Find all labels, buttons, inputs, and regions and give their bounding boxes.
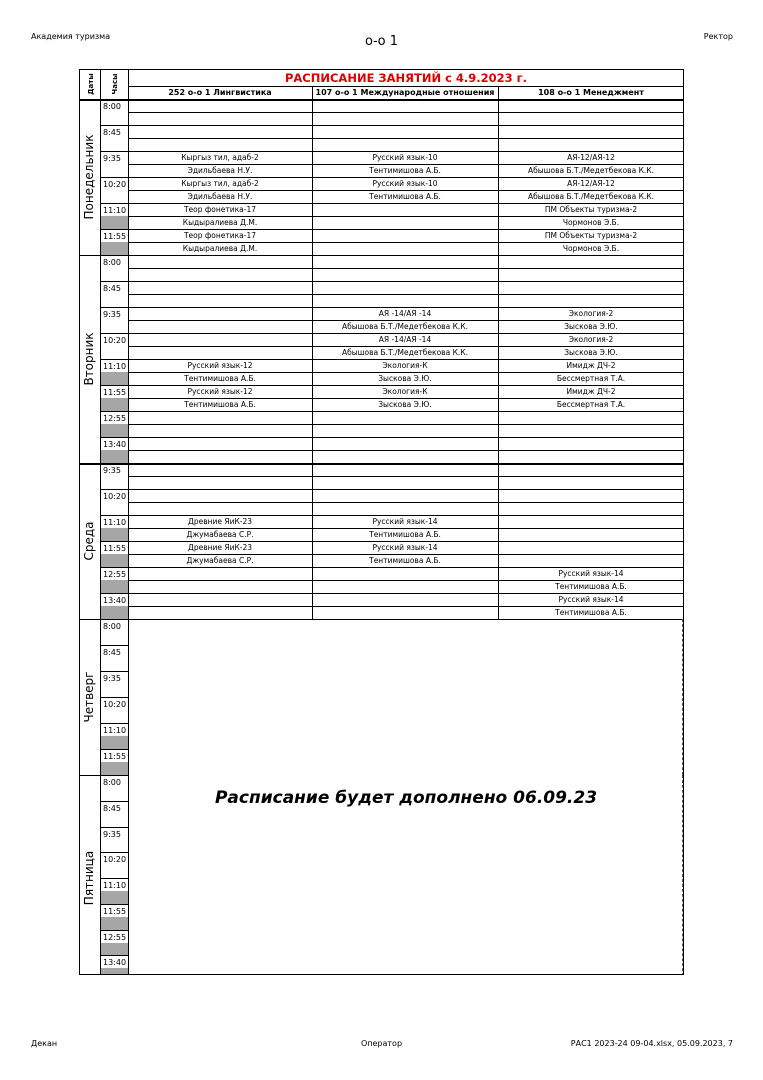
time-shade	[101, 891, 128, 904]
footer-center: Оператор	[360, 1039, 403, 1048]
time-shade	[101, 242, 128, 255]
time-shade	[101, 968, 128, 975]
time-slot-Понедельник-11:55: 11:55	[103, 232, 127, 241]
group-header-2: 107 о-о 1 Международные отношения	[315, 88, 495, 97]
schedule-title: РАСПИСАНИЕ ЗАНЯТИЙ с 4.9.2023 г.	[284, 71, 528, 85]
row-divider	[128, 294, 684, 295]
time-shade	[101, 216, 128, 229]
lesson-cell-linguistics: Русский язык-12	[187, 361, 253, 370]
row-divider	[128, 138, 684, 139]
lesson-cell-intl-relations: Абышова Б.Т./Медетбекова К.К.	[342, 322, 468, 331]
time-shade	[101, 606, 128, 619]
time-slot-Вторник-8:00: 8:00	[103, 258, 121, 267]
time-slot-Четверг-8:45: 8:45	[103, 648, 121, 657]
day-label-Пятница: Пятница	[82, 850, 96, 906]
lesson-cell-management: Имидж ДЧ-2	[566, 361, 616, 370]
lesson-cell-management: Бессмертная Т.А.	[556, 374, 626, 383]
time-slot-Понедельник-8:00: 8:00	[103, 102, 121, 111]
time-slot-Среда-9:35: 9:35	[103, 466, 121, 475]
lesson-cell-linguistics: Тентимишова А.Б.	[184, 400, 256, 409]
header-divider	[80, 99, 684, 101]
time-slot-Понедельник-9:35: 9:35	[103, 154, 121, 163]
time-slot-Понедельник-11:10: 11:10	[103, 206, 127, 215]
row-divider	[128, 112, 684, 113]
header-left: Академия туризма	[31, 32, 111, 41]
time-shade	[101, 398, 128, 411]
lesson-cell-intl-relations: Экология-К	[382, 387, 428, 396]
group-col-divider	[498, 99, 499, 255]
lesson-cell-management: Бессмертная Т.А.	[556, 400, 626, 409]
lesson-cell-linguistics: Теор фонетика-17	[183, 205, 257, 214]
lesson-cell-linguistics: Кыдыралиева Д.М.	[182, 244, 258, 253]
time-slot-Вторник-10:20: 10:20	[103, 336, 127, 345]
time-shade	[101, 554, 128, 567]
time-slot-Пятница-9:35: 9:35	[103, 829, 121, 839]
lesson-cell-intl-relations: Тентимишова А.Б.	[369, 166, 441, 175]
lesson-cell-linguistics: Джумабаева С.Р.	[186, 556, 254, 565]
time-slot-Пятница-8:45: 8:45	[103, 803, 121, 813]
time-shade	[101, 736, 128, 749]
time-slot-Вторник-13:40: 13:40	[103, 440, 127, 449]
time-slot-Пятница-12:55: 12:55	[103, 932, 127, 942]
time-slot-Среда-11:10: 11:10	[103, 518, 127, 527]
lesson-cell-management: Чормонов Э.Б.	[562, 244, 620, 253]
row-divider	[128, 268, 684, 269]
lesson-cell-intl-relations: АЯ -14/АЯ -14	[378, 335, 432, 344]
row-divider	[128, 450, 684, 451]
lesson-cell-linguistics: Кыдыралиева Д.М.	[182, 218, 258, 227]
time-slot-Вторник-9:35: 9:35	[103, 310, 121, 319]
time-slot-Четверг-9:35: 9:35	[103, 674, 121, 683]
footer-left: Декан	[31, 1039, 58, 1048]
lesson-cell-management: Чормонов Э.Б.	[562, 218, 620, 227]
time-slot-Среда-10:20: 10:20	[103, 492, 127, 501]
time-shade	[101, 580, 128, 593]
day-label-Вторник: Вторник	[82, 332, 96, 386]
footer-right: РАС1 2023-24 09-04.xlsx, 05.09.2023, 7	[570, 1039, 733, 1048]
lesson-cell-intl-relations: Русский язык-14	[372, 543, 438, 552]
row-divider	[128, 502, 684, 503]
slot-divider	[100, 281, 684, 282]
slot-divider	[100, 411, 684, 412]
lesson-cell-intl-relations: Русский язык-10	[372, 153, 438, 162]
group-col-divider	[498, 463, 499, 619]
lesson-cell-intl-relations: Экология-К	[382, 361, 428, 370]
time-slot-Понедельник-10:20: 10:20	[103, 180, 127, 189]
time-slot-Пятница-13:40: 13:40	[103, 958, 127, 968]
lesson-cell-management: АЯ-12/АЯ-12	[567, 179, 615, 188]
lesson-cell-management: ПМ Объекты туризма-2	[544, 205, 638, 214]
lesson-cell-management: Русский язык-14	[558, 569, 624, 578]
lesson-cell-intl-relations: Тентимишова А.Б.	[369, 192, 441, 201]
time-slot-Четверг-11:10: 11:10	[103, 726, 127, 735]
time-slot-Среда-12:55: 12:55	[103, 570, 127, 579]
lesson-cell-linguistics: Кыргыз тил, адаб-2	[181, 179, 259, 188]
lesson-cell-management: Абышова Б.Т./Медетбекова К.К.	[528, 166, 654, 175]
group-col-divider	[312, 463, 313, 619]
lesson-cell-management: АЯ-12/АЯ-12	[567, 153, 615, 162]
group-header-1: 252 о-о 1 Лингвистика	[168, 88, 272, 97]
time-slot-Пятница-11:55: 11:55	[103, 906, 127, 916]
time-shade	[101, 450, 128, 463]
group-col-divider	[312, 99, 313, 255]
time-slot-Четверг-11:55: 11:55	[103, 752, 127, 761]
lesson-cell-linguistics: Джумабаева С.Р.	[186, 530, 254, 539]
day-divider	[80, 619, 684, 620]
lesson-cell-management: Тентимишова А.Б.	[555, 582, 627, 591]
group-header-3: 108 о-о 1 Менеджмент	[538, 88, 644, 97]
time-slot-Пятница-8:00: 8:00	[103, 778, 121, 787]
lesson-cell-linguistics: Русский язык-12	[187, 387, 253, 396]
time-slot-Вторник-11:10: 11:10	[103, 362, 127, 371]
lesson-cell-management: Зыскова Э.Ю.	[564, 348, 618, 357]
time-shade	[101, 424, 128, 437]
time-slot-Пятница-11:10: 11:10	[103, 881, 127, 890]
lesson-cell-linguistics: Кыргыз тил, адаб-2	[181, 153, 259, 162]
lesson-cell-management: Имидж ДЧ-2	[566, 387, 616, 396]
time-slot-Пятница-10:20: 10:20	[103, 855, 127, 865]
day-label-Четверг: Четверг	[82, 671, 96, 723]
time-slot-Понедельник-8:45: 8:45	[103, 128, 121, 137]
col-time-header: Часы	[111, 73, 119, 95]
lesson-cell-linguistics: Эдильбаева Н.У.	[187, 192, 253, 201]
time-slot-Вторник-12:55: 12:55	[103, 414, 127, 423]
lesson-cell-linguistics: Эдильбаева Н.У.	[187, 166, 253, 175]
lesson-cell-intl-relations: Тентимишова А.Б.	[369, 556, 441, 565]
lesson-cell-linguistics: Древние ЯиК-23	[187, 517, 253, 526]
lesson-cell-intl-relations: АЯ -14/АЯ -14	[378, 309, 432, 318]
time-slot-Четверг-10:20: 10:20	[103, 700, 127, 709]
row-divider	[128, 476, 684, 477]
lesson-cell-linguistics: Теор фонетика-17	[183, 231, 257, 240]
group-header-divider	[312, 86, 313, 99]
lesson-cell-intl-relations: Абышова Б.Т./Медетбекова К.К.	[342, 348, 468, 357]
day-divider	[80, 255, 684, 256]
header-right: Ректор	[703, 32, 733, 41]
group-col-divider	[312, 255, 313, 463]
slot-divider	[100, 125, 684, 126]
lesson-cell-management: Зыскова Э.Ю.	[564, 322, 618, 331]
group-header-divider	[498, 86, 499, 99]
lesson-cell-management: Экология-2	[568, 309, 614, 318]
time-shade	[101, 917, 128, 930]
slot-divider	[100, 489, 684, 490]
lesson-cell-intl-relations: Зыскова Э.Ю.	[378, 400, 432, 409]
time-shade	[101, 372, 128, 385]
group-col-divider	[498, 255, 499, 463]
edge-ticks	[679, 619, 683, 775]
lesson-cell-management: Тентимишова А.Б.	[555, 608, 627, 617]
lesson-cell-intl-relations: Тентимишова А.Б.	[369, 530, 441, 539]
time-slot-Вторник-11:55: 11:55	[103, 388, 127, 397]
lesson-cell-management: Русский язык-14	[558, 595, 624, 604]
header-center: о-о 1	[364, 34, 398, 49]
lesson-cell-intl-relations: Русский язык-14	[372, 517, 438, 526]
day-label-Понедельник: Понедельник	[82, 134, 96, 220]
lesson-cell-intl-relations: Зыскова Э.Ю.	[378, 374, 432, 383]
schedule-note: Расписание будет дополнено 06.09.23	[214, 788, 598, 808]
col-day-header: Даты	[87, 73, 95, 95]
lesson-cell-intl-relations: Русский язык-10	[372, 179, 438, 188]
lesson-cell-linguistics: Тентимишова А.Б.	[184, 374, 256, 383]
day-label-Среда: Среда	[82, 521, 96, 561]
time-shade	[101, 943, 128, 956]
time-slot-Среда-11:55: 11:55	[103, 544, 127, 553]
row-divider	[128, 424, 684, 425]
time-shade	[101, 528, 128, 541]
time-slot-Среда-13:40: 13:40	[103, 596, 127, 605]
slot-divider	[100, 437, 684, 438]
day-divider	[80, 463, 684, 465]
schedule-table	[79, 69, 684, 975]
lesson-cell-management: Экология-2	[568, 335, 614, 344]
lesson-cell-linguistics: Древние ЯиК-23	[187, 543, 253, 552]
time-slot-Вторник-8:45: 8:45	[103, 284, 121, 293]
time-shade	[101, 762, 128, 775]
lesson-cell-management: ПМ Объекты туризма-2	[544, 231, 638, 240]
lesson-cell-management: Абышова Б.Т./Медетбекова К.К.	[528, 192, 654, 201]
time-slot-Четверг-8:00: 8:00	[103, 622, 121, 631]
